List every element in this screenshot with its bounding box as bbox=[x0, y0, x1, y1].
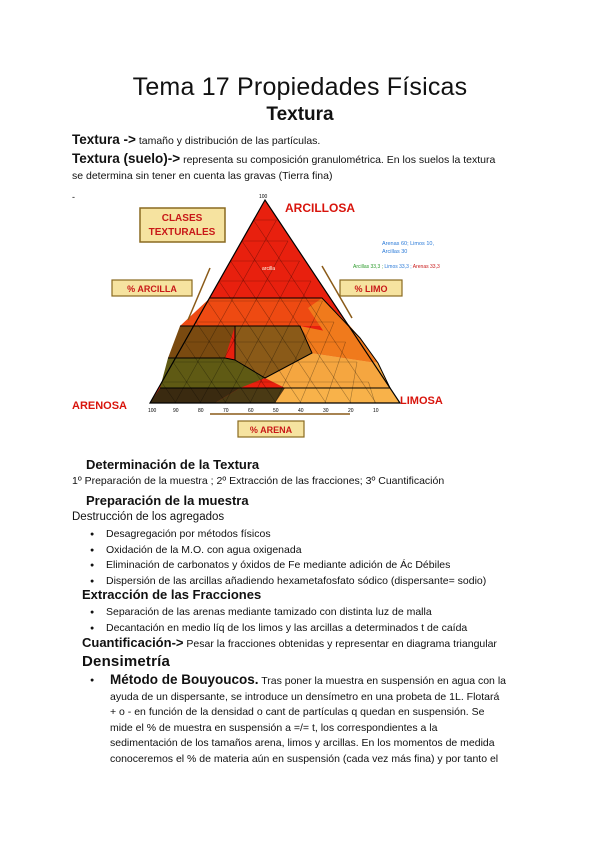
pct-limo-label: % LIMO bbox=[354, 284, 388, 294]
note-blue-2: Arcillas 30 bbox=[382, 249, 408, 255]
para-text-1: Tras poner la muestra en suspensión en agua con la bbox=[258, 675, 506, 687]
bottom-tick-label: 90 bbox=[173, 408, 179, 414]
bottom-tick-label: 10 bbox=[373, 408, 379, 414]
bottom-tick-label: 60 bbox=[248, 408, 254, 414]
clay-label: arcilla bbox=[262, 266, 276, 272]
bottom-tick-label: 50 bbox=[273, 408, 279, 414]
list-item: ● Dispersión de las arcillas añadiendo hexametafosfato sódico (dispersante= sodio) bbox=[90, 574, 486, 590]
page-subtitle: Textura bbox=[266, 104, 334, 125]
intro-line-3: se determina sin tener en cuenta las gravas (Tierra fina) bbox=[72, 170, 333, 182]
determinacion-text: 1º Preparación de la muestra ; 2º Extracción de las fracciones; 3º Cuantificación bbox=[72, 475, 445, 487]
bottom-tick-label: 40 bbox=[298, 408, 304, 414]
method-name: Método de Bouyoucos. bbox=[110, 672, 259, 687]
extraccion-list bbox=[90, 605, 467, 636]
para-line-1 bbox=[110, 672, 530, 690]
para-line-6: conoceremos el % de materia aún en suspensión (cada vez más fina) y por tanto el bbox=[110, 752, 499, 765]
page-title: Tema 17 Propiedades Físicas bbox=[132, 73, 468, 101]
corner-label-arenosa: ARENOSA bbox=[72, 400, 128, 412]
preparacion-subtitle: Destrucción de los agregados bbox=[72, 511, 225, 523]
cuantificacion-line bbox=[82, 634, 497, 652]
para-line-4: mide el % de muestra en suspensión a =/= t, los correspondientes a la bbox=[110, 721, 438, 734]
bottom-tick-label: 100 bbox=[148, 408, 157, 414]
corner-label-arcillosa: ARCILLOSA bbox=[285, 201, 355, 215]
pct-arena-label: % ARENA bbox=[249, 425, 293, 435]
heading-extraccion: Extracción de las Fracciones bbox=[82, 587, 262, 602]
cuantificacion-text: Pesar la fracciones obtenidas y representar en diagrama triangular bbox=[183, 638, 497, 650]
preparacion-list bbox=[90, 527, 486, 589]
triangle-silt-region bbox=[275, 388, 400, 403]
densimetria-bullet: ● bbox=[90, 677, 95, 684]
list-item: ● Separación de las arenas mediante tamizado con distinta luz de malla bbox=[90, 605, 467, 621]
note-blue-1: Arenas 60; Limos 10, bbox=[382, 241, 434, 247]
list-item: ● Decantación en medio líq de los limos y las arcillas a determinados t de caída bbox=[90, 621, 467, 637]
intro-text-1: tamaño y distribución de las partículas. bbox=[135, 135, 321, 147]
bottom-tick-label: 80 bbox=[198, 408, 204, 414]
bottom-ticks bbox=[148, 408, 379, 414]
intro-line-2 bbox=[72, 151, 495, 168]
note-green-line bbox=[353, 264, 440, 270]
list-item: ● Eliminación de carbonatos y óxidos de Fe mediante adición de Ác Débiles bbox=[90, 558, 486, 574]
heading-preparacion: Preparación de la muestra bbox=[86, 493, 249, 508]
pct-arcilla-label: % ARCILLA bbox=[127, 284, 177, 294]
para-line-2: ayuda de un dispersante, se introduce un densímetro en una probeta de 1L. Flotará bbox=[110, 690, 500, 703]
intro-term-1: Textura -> bbox=[72, 132, 136, 147]
texture-triangle-figure bbox=[60, 188, 480, 443]
clases-label-line-1: CLASES bbox=[161, 213, 203, 224]
para-line-5: sedimentación de los tamaños arena, limos y arcillas. En los momentos de medida bbox=[110, 737, 495, 750]
intro-line-1 bbox=[72, 132, 320, 149]
intro-term-2: Textura (suelo)-> bbox=[72, 151, 181, 166]
corner-label-limosa: LIMOSA bbox=[400, 395, 443, 407]
bottom-tick-label: 30 bbox=[323, 408, 329, 414]
dash-mark: - bbox=[72, 192, 75, 202]
heading-densimetria: Densimetría bbox=[82, 653, 171, 670]
bottom-tick-label: 70 bbox=[223, 408, 229, 414]
para-line-3: + o - en función de la densidad o cant de partículas q quedan en suspensión. Se bbox=[110, 706, 485, 719]
densimetria-paragraph bbox=[110, 672, 530, 768]
note-green-a: Arcillas 33,3 ; bbox=[353, 264, 384, 270]
heading-determinacion: Determinación de la Textura bbox=[86, 457, 260, 472]
list-item: ● Oxidación de la M.O. con agua oxigenada bbox=[90, 543, 486, 559]
note-green-b: Limos 33,3 ; bbox=[383, 264, 412, 270]
note-green-c: Arenas 33,3 bbox=[411, 264, 440, 270]
heading-cuantificacion: Cuantificación-> bbox=[82, 635, 184, 650]
bottom-tick-label: 20 bbox=[348, 408, 354, 414]
clases-label-line-2: TEXTURALES bbox=[148, 227, 216, 238]
list-item: ● Desagregación por métodos físicos bbox=[90, 527, 486, 543]
top-tick-label: 100 bbox=[259, 194, 268, 200]
intro-text-2: representa su composición granulométrica. En los suelos la textura bbox=[180, 154, 496, 166]
